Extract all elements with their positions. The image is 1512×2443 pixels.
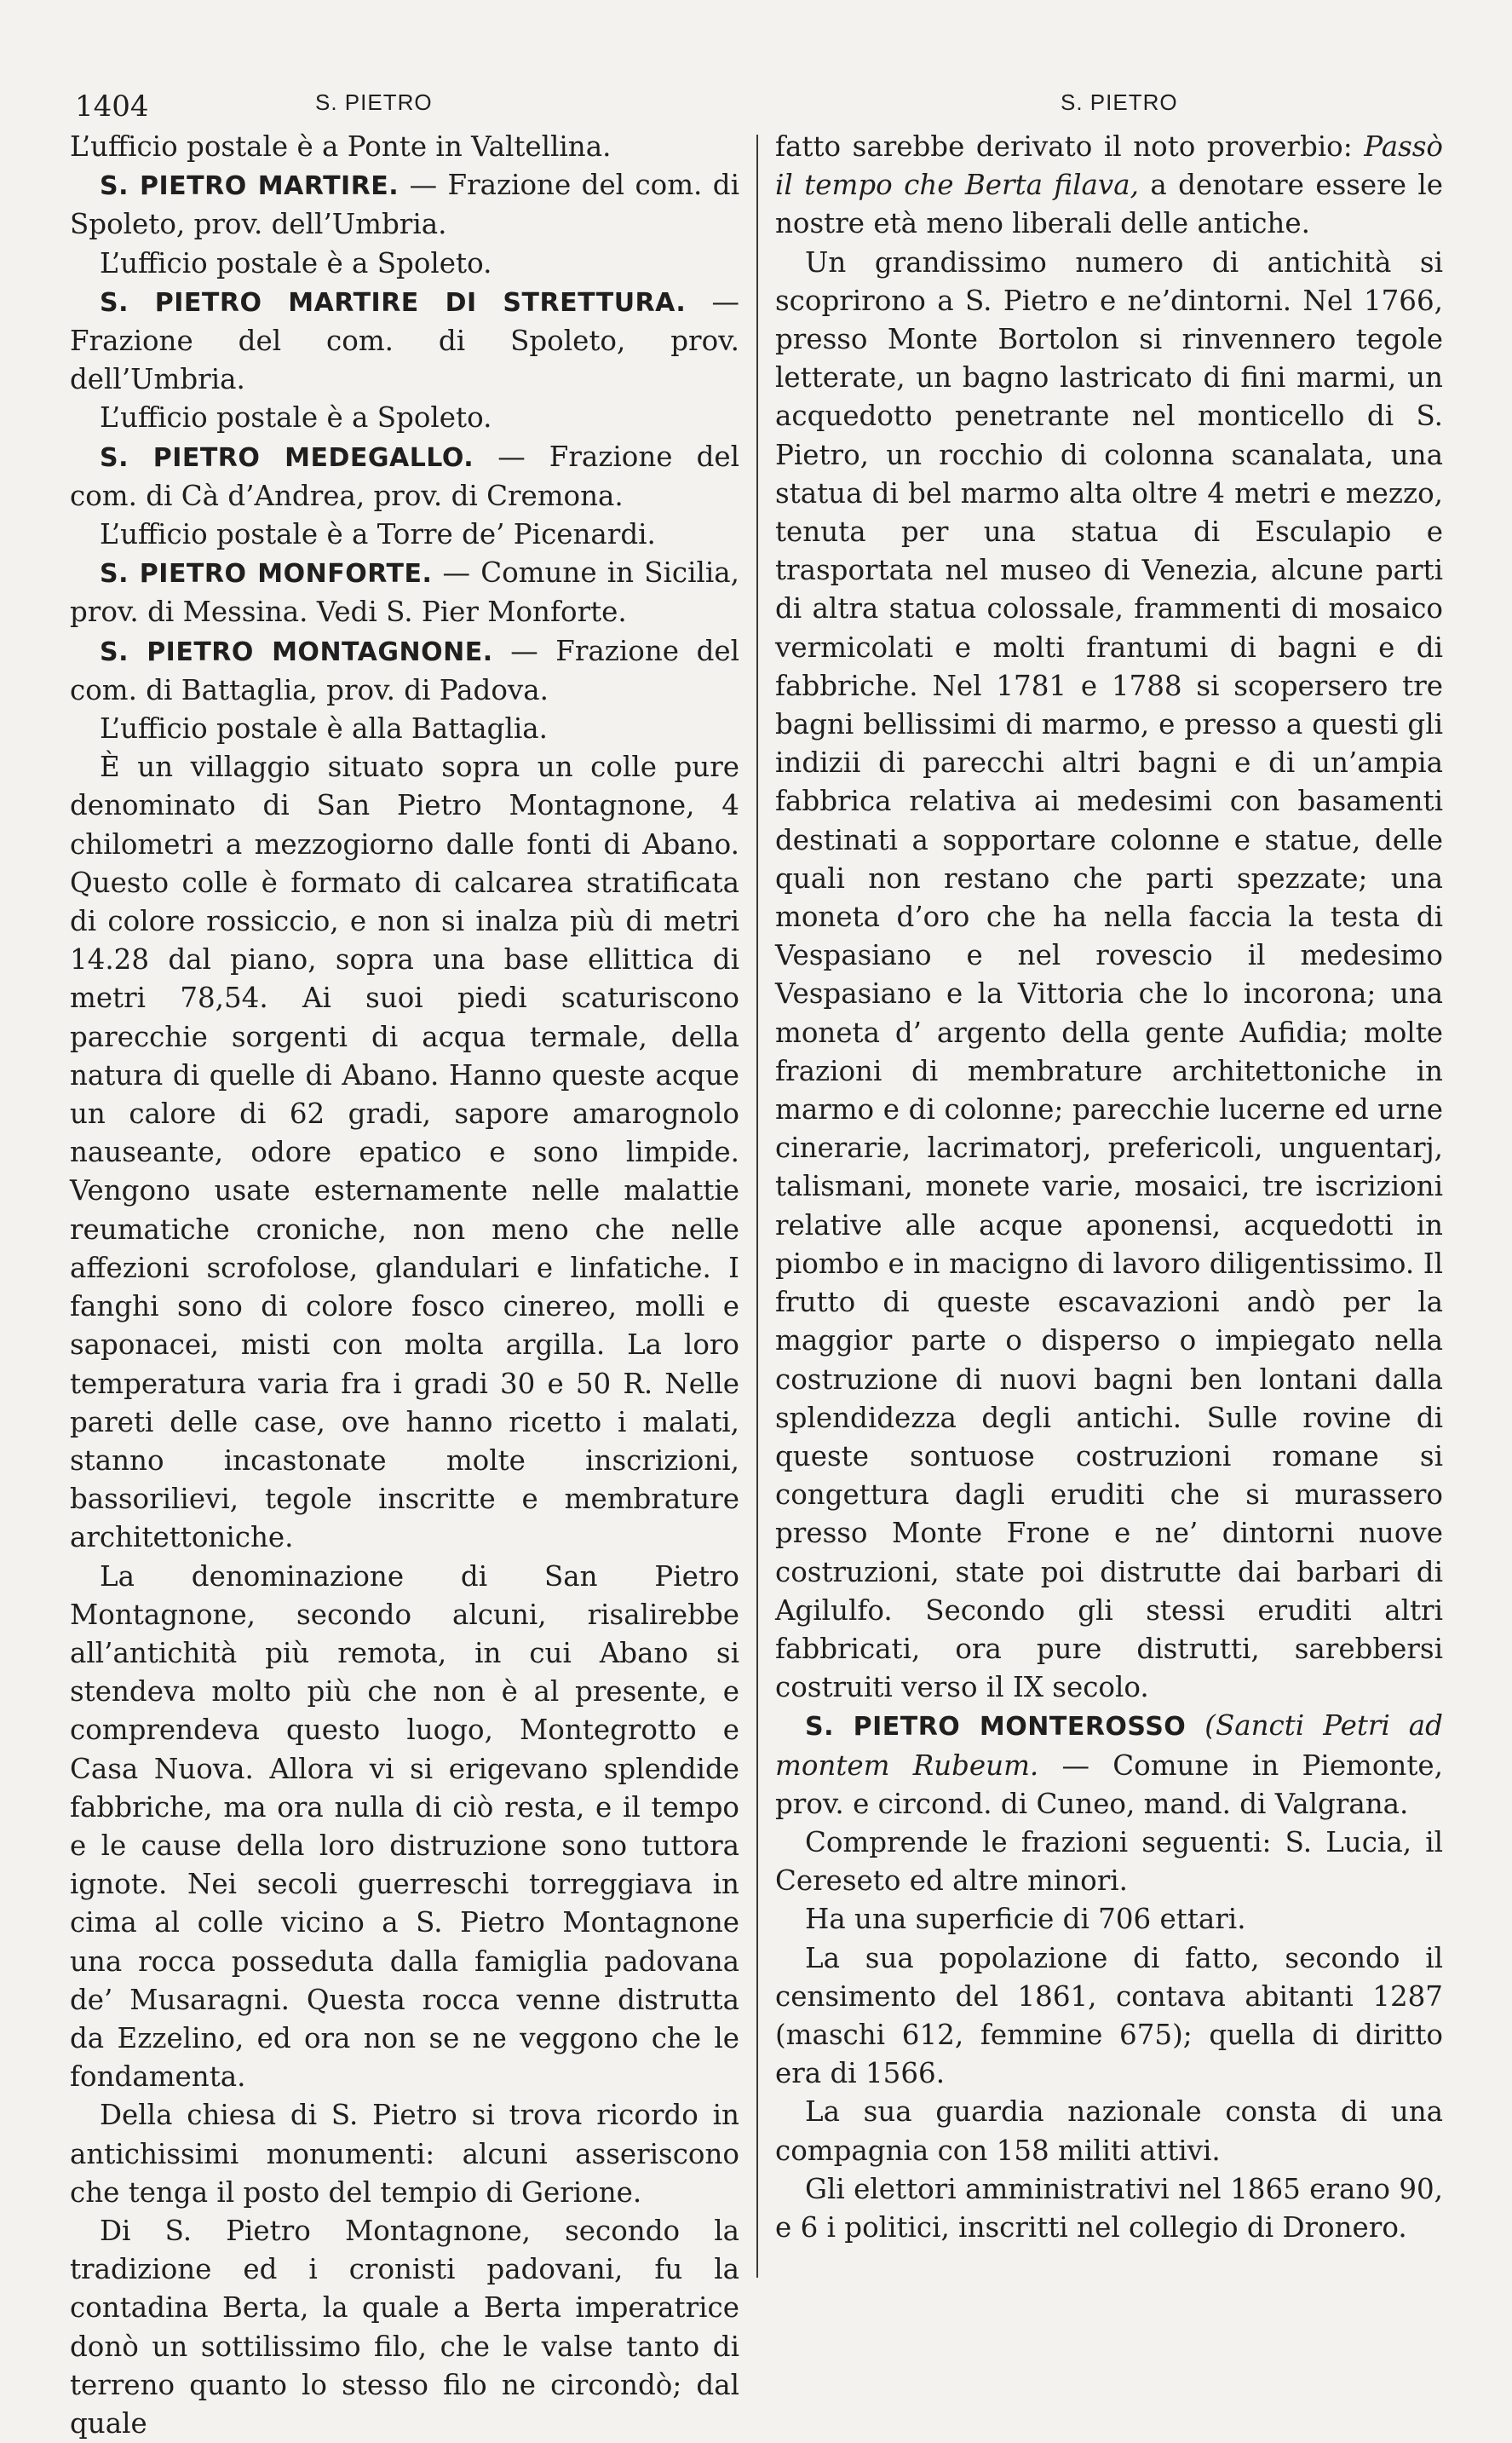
entry-san-pietro-medegallo: S. PIETRO MEDEGALLO. — Frazione del com. di Cà d’Andrea, prov. di Cremona. [70,440,740,512]
paragraph: L’ufficio postale è a Spoleto. [100,401,492,435]
paragraph: La sua guardia nazionale consta di una compagnia con 158 militi attivi. [775,2095,1443,2167]
paragraph: Gli elettori amministrativi nel 1865 erano 90, e 6 i politici, inscritti nel collegio di Dronero. [775,2172,1443,2244]
entry-san-pietro-monterosso: S. PIETRO MONTEROSSO (Sancti Petri ad montem Rubeum. — Comune in Piemonte, prov. e circond. di Cuneo, mand. di Valgrana. [775,1709,1443,1820]
paragraph: Di S. Pietro Montagnone, secondo la tradizione ed i cronisti padovani, fu la contadina Berta, la quale a Berta imperatrice donò un sottilissimo filo, che le valse tanto di terreno quanto lo stesso filo ne circondò; dal quale [70,2214,739,2440]
entry-heading: S. PIETRO MARTIRE. [100,171,400,202]
page-number: 1404 [75,89,149,124]
running-head-right: S. PIETRO [1061,89,1178,115]
paragraph: fatto sarebbe derivato il noto proverbio: Passò il tempo che Berta filava, a denotare essere le nostre età meno liberali delle antiche. [775,130,1443,240]
entry-san-pietro-montagnone: S. PIETRO MONTAGNONE. — Frazione del com. di Battaglia, prov. di Padova. [70,634,739,706]
entry-heading: S. PIETRO MONTAGNONE. [100,637,493,667]
paragraph: Comprende le frazioni seguenti: S. Lucia, il Cereseto ed altre minori. [775,1825,1443,1898]
paragraph: L’ufficio postale è a Torre de’ Picenardi. [100,518,656,551]
paragraph: La sua popolazione di fatto, secondo il censimento del 1861, contava abitanti 1287 (maschi 612, femmine 675); quella di diritto era di 1566. [775,1941,1443,2090]
paragraph: La denominazione di San Pietro Montagnone, secondo alcuni, risalirebbe all’antichità più remota, in cui Abano si stendeva molto più che non è al presente, e comprendeva questo luogo, Montegrotto e Casa Nuova. Allora vi si erigevano splendide fabbriche, ma ora nulla di ciò resta, e il tempo e le cause della loro distruzione sono tuttora ignote. Nei secoli guerreschi torreggiava in cima al colle vicino a S. Pietro Montagnone una rocca posseduta dalla famiglia padovana de’ Musaragni. Questa rocca venne distrutta da Ezzelino, ed ora non se ne veggono che le fondamenta. [70,1559,739,2094]
entry-san-pietro-martire-di-strettura: S. PIETRO MARTIRE DI STRETTURA. — Frazione del com. di Spoleto, prov. dell’Umbria. [70,285,739,396]
left-column [70,128,739,2443]
entry-san-pietro-monforte: S. PIETRO MONFORTE. — Comune in Sicilia, prov. di Messina. Vedi S. Pier Monforte. [70,556,740,629]
entry-heading: S. PIETRO MARTIRE DI STRETTURA. [100,287,687,318]
paragraph: L’ufficio postale è alla Battaglia. [100,712,548,746]
entry-heading: S. PIETRO MONFORTE. [100,559,433,590]
entry-heading: S. PIETRO MONTEROSSO [805,1712,1187,1743]
paragraph: È un villaggio situato sopra un colle pure denominato di San Pietro Montagnone, 4 chilometri a mezzogiorno dalle fonti di Abano. Questo colle è formato di calcarea stratificata di colore rossiccio, e non si inalza più di metri 14.28 dal piano, sopra una base ellittica di metri 78,54. Ai suoi piedi scaturiscono parecchie sorgenti di acqua termale, della natura di quelle di Abano. Hanno queste acque un calore di 62 gradi, sapore amarognolo nauseante, odore epatico e sono limpide. Vengono usate esternamente nelle malattie reumatiche croniche, non meno che nelle affezioni scrofolose, glandulari e linfatiche. I fanghi sono di colore fosco cinereo, molli e saponacei, misti con molta argilla. La loro temperatura varia fra i gradi 30 e 50 R. Nelle pareti delle case, ove hanno ricetto i malati, stanno incastonate molte inscrizioni, bassorilievi, tegole inscritte e membrature architettoniche. [70,751,739,1554]
paragraph: Della chiesa di S. Pietro si trova ricordo in antichissimi monumenti: alcuni asseriscono che tenga il posto del tempio di Gerione. [70,2099,739,2209]
paragraph: L’ufficio postale è a Ponte in Valtellina. [70,130,612,163]
latin-name: (Sancti Petri ad montem Rubeum. [775,1709,1443,1782]
proverb: Passò il tempo che Berta filava, [775,130,1443,202]
paragraph: Ha una superficie di 706 ettari. [805,1903,1246,1936]
entry-san-pietro-martire: S. PIETRO MARTIRE. — Frazione del com. di Spoleto, prov. dell’Umbria. [70,169,739,241]
right-column [775,128,1443,2247]
entry-heading: S. PIETRO MEDEGALLO. [100,442,474,473]
column-divider [756,135,758,2278]
paragraph: Un grandissimo numero di antichità si scoprirono a S. Pietro e ne’dintorni. Nel 1766, presso Monte Bortolon si rinvennero tegole letterate, un bagno lastricato di fini marmi, un acquedotto penetrante nel monticello di S. Pietro, un rocchio di colonna scanalata, una statua di bel marmo alta oltre 4 metri e mezzo, tenuta per una statua di Esculapio e trasportata nel museo di Venezia, alcune parti di altra statua colossale, frammenti di mosaico vermicolati e molti frantumi di bagni e di fabbriche. Nel 1781 e 1788 si scopersero tre bagni bellissimi di marmo, e presso a questi gli indizii di parecchi altri bagni e di un’ampia fabbrica relativa ai medesimi con basamenti destinati a sopportare colonne e statue, delle quali non restano che parti spezzate; una moneta d’oro che ha nella faccia la testa di Vespasiano e nel rovescio il medesimo Vespasiano e la Vittoria che lo incorona; una moneta d’ argento della gente Aufidia; molte frazioni di membrature architettoniche in marmo e di colonne; parecchie lucerne ed urne cinerarie, lacrimatorj, prefericoli, unguentarj, talismani, monete varie, mosaici, tre iscrizioni relative alle acque aponensi, acquedotti in piombo e in macigno di lavoro diligentissimo. Il frutto di queste escavazioni andò per la maggior parte o disperso o impiegato nella costruzione di nuovi bagni ben lontani dalla splendidezza degli antichi. Sulle rovine di queste sontuose costruzioni romane si congettura dagli eruditi che si murassero presso Monte Frone e ne’ dintorni nuove costruzioni, state poi distrutte dai barbari di Agilulfo. Secondo gli stessi eruditi altri fabbricati, ora pure distrutti, sarebbersi costruiti verso il IX secolo. [775,245,1443,1704]
running-head-left: S. PIETRO [315,89,433,115]
paragraph: L’ufficio postale è a Spoleto. [100,246,492,279]
